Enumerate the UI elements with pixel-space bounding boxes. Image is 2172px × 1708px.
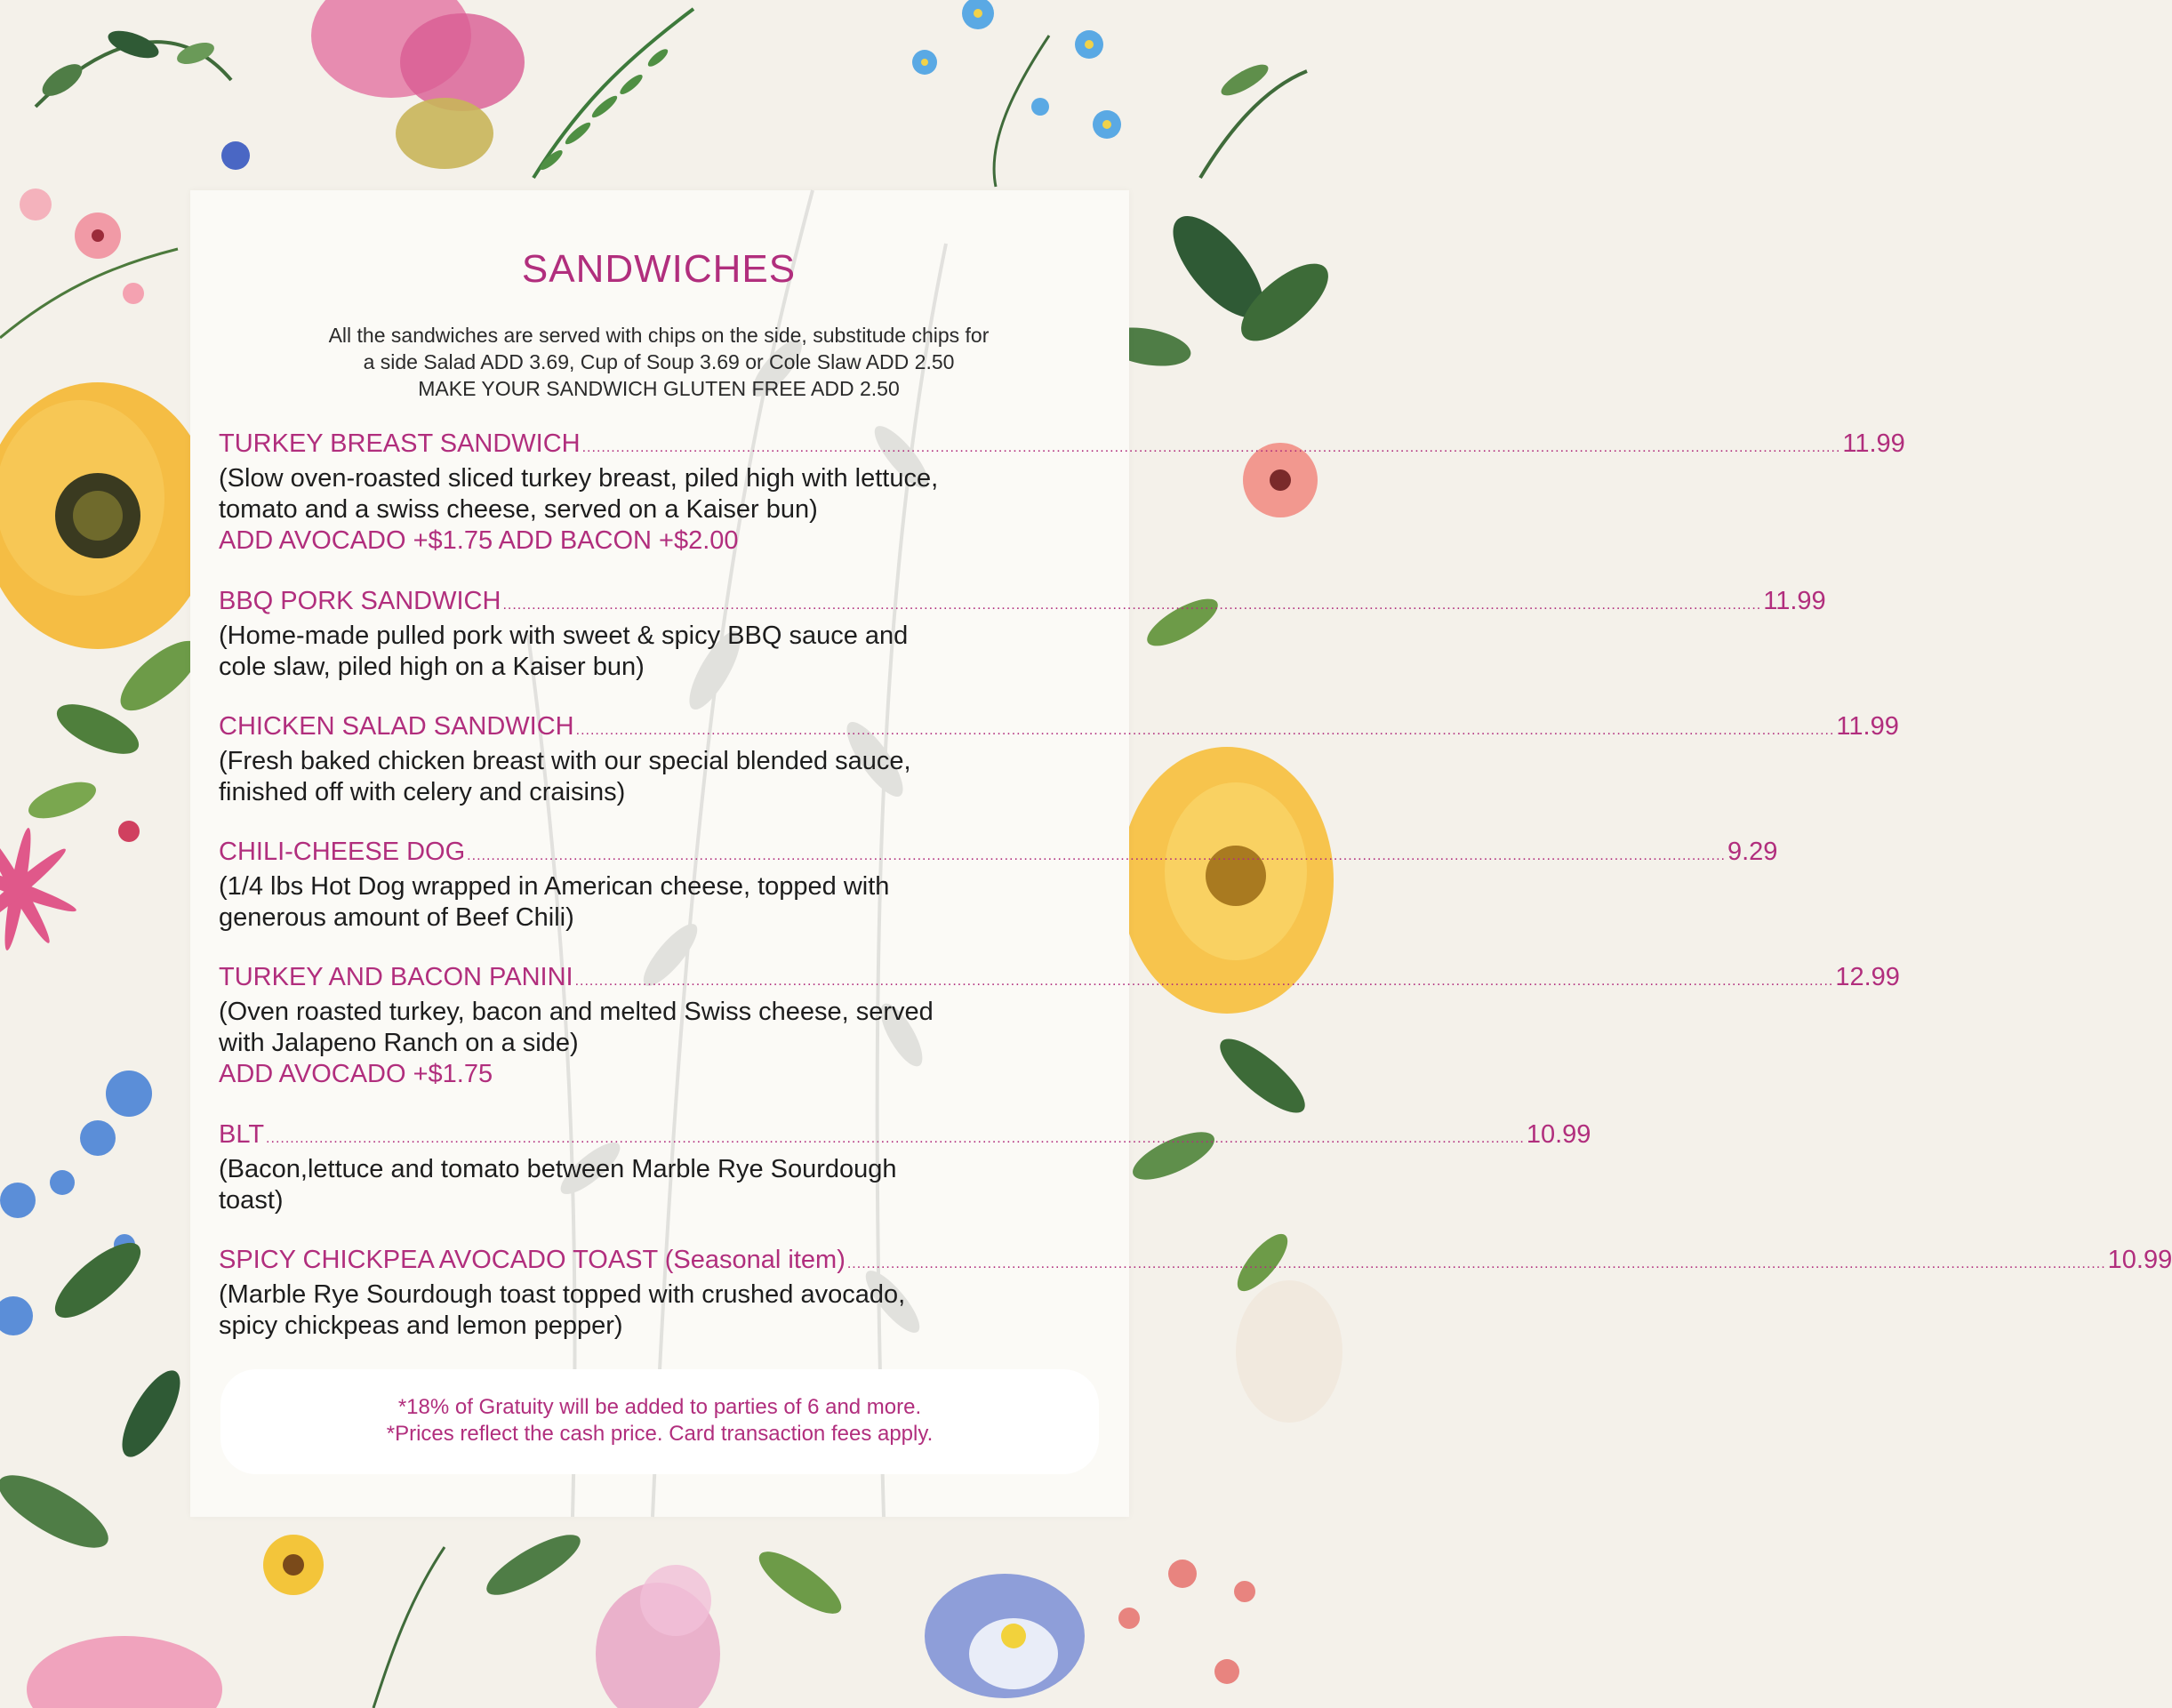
menu-item-turkey-breast bbox=[219, 429, 1905, 557]
description-line: (Marble Rye Sourdough toast topped with crushed avocado, bbox=[219, 1280, 906, 1309]
item-addon: ADD AVOCADO +$1.75 ADD BACON +$2.00 bbox=[219, 526, 739, 555]
item-price: 11.99 bbox=[1763, 587, 1826, 615]
description-line: (Slow oven-roasted sliced turkey breast, piled high with lettuce, bbox=[219, 464, 939, 493]
description-line: (Fresh baked chicken breast with our special blended sauce, bbox=[219, 747, 911, 775]
item-name: SPICY CHICKPEA AVOCADO TOAST (Seasonal item) bbox=[219, 1246, 846, 1274]
menu-item-chicken-salad bbox=[219, 711, 1899, 808]
description-line: (1/4 lbs Hot Dog wrapped in American cheese, topped with bbox=[219, 872, 890, 901]
description-line: cole slaw, piled high on a Kaiser bun) bbox=[219, 653, 645, 681]
item-name: CHICKEN SALAD SANDWICH bbox=[219, 712, 574, 741]
item-name: TURKEY AND BACON PANINI bbox=[219, 963, 573, 991]
item-name: BBQ PORK SANDWICH bbox=[219, 587, 501, 615]
description-line: tomato and a swiss cheese, served on a Kaiser bun) bbox=[219, 495, 818, 524]
item-name: CHILI-CHEESE DOG bbox=[219, 838, 466, 866]
item-price: 11.99 bbox=[1842, 429, 1905, 458]
menu-item-chili-cheese-dog bbox=[219, 837, 1778, 934]
item-description bbox=[219, 997, 1099, 1059]
item-description bbox=[219, 463, 1099, 525]
leader-dots: .................................................................................................................................................................................................................................................................... bbox=[266, 1131, 1525, 1146]
cash-price-note: *Prices reflect the cash price. Card transaction fees apply. bbox=[386, 1422, 934, 1446]
item-price: 12.99 bbox=[1835, 963, 1900, 991]
intro-note bbox=[219, 322, 1099, 402]
menu-item-turkey-bacon-panini bbox=[219, 962, 1900, 1090]
intro-line: a side Salad ADD 3.69, Cup of Soup 3.69 or Cole Slaw ADD 2.50 bbox=[363, 350, 955, 373]
item-name: TURKEY BREAST SANDWICH bbox=[219, 429, 581, 458]
item-description bbox=[219, 1154, 1099, 1216]
description-line: spicy chickpeas and lemon pepper) bbox=[219, 1311, 623, 1340]
bottom-flowers bbox=[27, 1524, 1255, 1708]
description-line: (Oven roasted turkey, bacon and melted Swiss cheese, served bbox=[219, 998, 934, 1026]
leader-dots: .................................................................................................................................................................................................................................................................... bbox=[467, 848, 1726, 863]
intro-line: MAKE YOUR SANDWICH GLUTEN FREE ADD 2.50 bbox=[418, 377, 900, 400]
menu-panel bbox=[190, 190, 2172, 1517]
leader-dots: .................................................................................................................................................................................................................................................................... bbox=[575, 723, 1835, 738]
footer-note bbox=[220, 1369, 1099, 1474]
description-line: toast) bbox=[219, 1186, 284, 1215]
menu-item-blt bbox=[219, 1119, 1591, 1216]
gratuity-note: *18% of Gratuity will be added to parties of 6 and more. bbox=[397, 1395, 922, 1419]
left-flowers bbox=[0, 188, 213, 1561]
description-line: finished off with celery and craisins) bbox=[219, 778, 626, 806]
item-addon: ADD AVOCADO +$1.75 bbox=[219, 1060, 493, 1088]
item-description bbox=[219, 621, 1099, 683]
item-description bbox=[219, 871, 1099, 934]
item-price: 10.99 bbox=[1526, 1120, 1591, 1149]
leader-dots: .................................................................................................................................................................................................................................................................... bbox=[846, 1256, 2106, 1271]
description-line: with Jalapeno Ranch on a side) bbox=[219, 1029, 579, 1057]
item-price: 9.29 bbox=[1727, 838, 1778, 866]
item-name: BLT bbox=[219, 1120, 265, 1149]
intro-line: All the sandwiches are served with chips on the side, substitude chips for bbox=[328, 324, 990, 347]
leader-dots: .................................................................................................................................................................................................................................................................... bbox=[574, 974, 1834, 989]
item-description bbox=[219, 746, 1099, 808]
top-flowers bbox=[36, 0, 1307, 187]
description-line: generous amount of Beef Chili) bbox=[219, 903, 574, 932]
item-price: 10.99 bbox=[2107, 1246, 2172, 1274]
leader-dots: .................................................................................................................................................................................................................................................................... bbox=[502, 597, 1762, 613]
item-description bbox=[219, 1279, 1099, 1342]
leader-dots: .................................................................................................................................................................................................................................................................... bbox=[581, 440, 1841, 455]
menu-item-spicy-chickpea-toast bbox=[219, 1245, 2172, 1342]
menu-item-bbq-pork bbox=[219, 586, 1826, 683]
menu-title: SANDWICHES bbox=[521, 247, 797, 291]
item-price: 11.99 bbox=[1836, 712, 1899, 741]
description-line: (Home-made pulled pork with sweet & spicy BBQ sauce and bbox=[219, 621, 909, 650]
right-flowers bbox=[1100, 202, 1342, 1423]
description-line: (Bacon,lettuce and tomato between Marble Rye Sourdough bbox=[219, 1155, 897, 1183]
